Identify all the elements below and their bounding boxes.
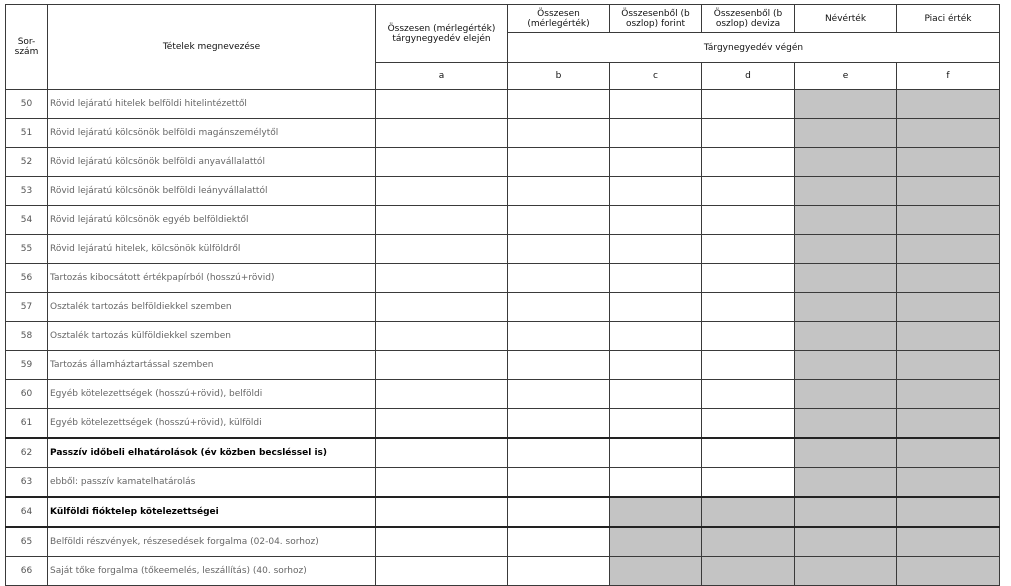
input-cell-a[interactable]: [376, 322, 508, 351]
input-cell-a[interactable]: [376, 380, 508, 409]
input-cell-c[interactable]: [610, 264, 702, 293]
table-row: [6, 235, 1000, 264]
input-cell-c[interactable]: [610, 206, 702, 235]
row-number: 58: [6, 322, 48, 351]
table-body: [6, 90, 1000, 586]
disabled-cell-d: [702, 527, 795, 557]
disabled-cell-e: [795, 293, 897, 322]
input-cell-b[interactable]: [508, 527, 610, 557]
input-cell-a[interactable]: [376, 438, 508, 468]
disabled-cell-f: [897, 497, 1000, 527]
disabled-cell-f: [897, 468, 1000, 498]
input-cell-a[interactable]: [376, 264, 508, 293]
input-cell-b[interactable]: [508, 409, 610, 439]
row-label: Rövid lejáratú hitelek belföldi hitelintézettől: [48, 90, 376, 119]
disabled-cell-e: [795, 497, 897, 527]
disabled-cell-e: [795, 438, 897, 468]
disabled-cell-f: [897, 119, 1000, 148]
table-row: [6, 148, 1000, 177]
header-col-d: Összesenből (b oszlop) deviza: [702, 5, 795, 33]
disabled-cell-c: [610, 497, 702, 527]
disabled-cell-f: [897, 235, 1000, 264]
row-number: 66: [6, 557, 48, 586]
row-label: Passzív időbeli elhatárolások (év közben becsléssel is): [48, 438, 376, 468]
row-label: Osztalék tartozás belföldiekkel szemben: [48, 293, 376, 322]
table-row: [6, 119, 1000, 148]
liabilities-table: [5, 4, 1000, 586]
input-cell-a[interactable]: [376, 206, 508, 235]
table-row: [6, 380, 1000, 409]
input-cell-b[interactable]: [508, 438, 610, 468]
table-row: [6, 293, 1000, 322]
row-label: Saját tőke forgalma (tőkeemelés, leszállítás) (40. sorhoz): [48, 557, 376, 586]
input-cell-b[interactable]: [508, 264, 610, 293]
disabled-cell-e: [795, 206, 897, 235]
disabled-cell-e: [795, 148, 897, 177]
disabled-cell-e: [795, 409, 897, 439]
disabled-cell-e: [795, 264, 897, 293]
table-row: [6, 438, 1000, 468]
row-label: Rövid lejáratú kölcsönök belföldi leányvállalattól: [48, 177, 376, 206]
disabled-cell-e: [795, 119, 897, 148]
disabled-cell-f: [897, 527, 1000, 557]
header-col-c: Összesenből (b oszlop) forint: [610, 5, 702, 33]
col-letter-c: c: [610, 63, 702, 90]
disabled-cell-e: [795, 351, 897, 380]
input-cell-c[interactable]: [610, 409, 702, 439]
table-row: [6, 322, 1000, 351]
header-col-b: Összesen (mérlegérték): [508, 5, 610, 33]
input-cell-d[interactable]: [702, 177, 795, 206]
header-col-a: Összesen (mérlegérték) tárgynegyedév elején: [376, 5, 508, 63]
input-cell-d[interactable]: [702, 148, 795, 177]
input-cell-b[interactable]: [508, 351, 610, 380]
row-label: Belföldi részvények, részesedések forgalma (02-04. sorhoz): [48, 527, 376, 557]
disabled-cell-f: [897, 438, 1000, 468]
disabled-cell-d: [702, 557, 795, 586]
col-letter-b: b: [508, 63, 610, 90]
input-cell-b[interactable]: [508, 119, 610, 148]
disabled-cell-f: [897, 557, 1000, 586]
disabled-cell-f: [897, 264, 1000, 293]
row-label: Osztalék tartozás külföldiekkel szemben: [48, 322, 376, 351]
row-number: 62: [6, 438, 48, 468]
input-cell-c[interactable]: [610, 177, 702, 206]
disabled-cell-e: [795, 90, 897, 119]
disabled-cell-e: [795, 322, 897, 351]
row-label: Egyéb kötelezettségek (hosszú+rövid), belföldi: [48, 380, 376, 409]
disabled-cell-e: [795, 380, 897, 409]
row-number: 63: [6, 468, 48, 498]
row-number: 61: [6, 409, 48, 439]
input-cell-d[interactable]: [702, 409, 795, 439]
input-cell-b[interactable]: [508, 293, 610, 322]
header-tetelek: Tételek megnevezése: [48, 5, 376, 90]
input-cell-c[interactable]: [610, 351, 702, 380]
input-cell-a[interactable]: [376, 527, 508, 557]
disabled-cell-e: [795, 557, 897, 586]
col-letter-a: a: [376, 63, 508, 90]
table-row: [6, 206, 1000, 235]
input-cell-a[interactable]: [376, 119, 508, 148]
input-cell-a[interactable]: [376, 148, 508, 177]
header-sorszam: Sor- szám: [6, 5, 48, 90]
input-cell-a[interactable]: [376, 468, 508, 498]
header-col-e: Névérték: [795, 5, 897, 33]
input-cell-b[interactable]: [508, 380, 610, 409]
input-cell-a[interactable]: [376, 557, 508, 586]
row-number: 56: [6, 264, 48, 293]
row-number: 53: [6, 177, 48, 206]
row-label: Rövid lejáratú hitelek, kölcsönök külföldről: [48, 235, 376, 264]
input-cell-d[interactable]: [702, 235, 795, 264]
input-cell-d[interactable]: [702, 322, 795, 351]
disabled-cell-f: [897, 90, 1000, 119]
input-cell-b[interactable]: [508, 206, 610, 235]
input-cell-d[interactable]: [702, 380, 795, 409]
row-number: 55: [6, 235, 48, 264]
input-cell-b[interactable]: [508, 235, 610, 264]
input-cell-a[interactable]: [376, 293, 508, 322]
disabled-cell-f: [897, 409, 1000, 439]
input-cell-c[interactable]: [610, 468, 702, 498]
input-cell-c[interactable]: [610, 438, 702, 468]
table-row: [6, 527, 1000, 557]
col-letter-d: d: [702, 63, 795, 90]
input-cell-c[interactable]: [610, 380, 702, 409]
row-number: 64: [6, 497, 48, 527]
row-label: ebből: passzív kamatelhatárolás: [48, 468, 376, 498]
input-cell-a[interactable]: [376, 235, 508, 264]
disabled-cell-c: [610, 527, 702, 557]
disabled-cell-f: [897, 380, 1000, 409]
table-row: [6, 557, 1000, 586]
row-label: Rövid lejáratú kölcsönök belföldi anyavállalattól: [48, 148, 376, 177]
disabled-cell-d: [702, 497, 795, 527]
row-label: Tartozás államháztartással szemben: [48, 351, 376, 380]
input-cell-d[interactable]: [702, 438, 795, 468]
input-cell-d[interactable]: [702, 206, 795, 235]
row-label: Tartozás kibocsátott értékpapírból (hosszú+rövid): [48, 264, 376, 293]
row-label: Külföldi fióktelep kötelezettségei: [48, 497, 376, 527]
input-cell-a[interactable]: [376, 351, 508, 380]
row-number: 57: [6, 293, 48, 322]
row-label: Rövid lejáratú kölcsönök egyéb belföldiektől: [48, 206, 376, 235]
row-number: 59: [6, 351, 48, 380]
disabled-cell-f: [897, 322, 1000, 351]
input-cell-b[interactable]: [508, 557, 610, 586]
input-cell-c[interactable]: [610, 90, 702, 119]
input-cell-d[interactable]: [702, 351, 795, 380]
table-row: [6, 177, 1000, 206]
input-cell-a[interactable]: [376, 90, 508, 119]
table-row: [6, 497, 1000, 527]
disabled-cell-f: [897, 351, 1000, 380]
disabled-cell-e: [795, 527, 897, 557]
input-cell-d[interactable]: [702, 264, 795, 293]
input-cell-c[interactable]: [610, 235, 702, 264]
table-row: [6, 264, 1000, 293]
input-cell-c[interactable]: [610, 148, 702, 177]
input-cell-b[interactable]: [508, 322, 610, 351]
row-number: 60: [6, 380, 48, 409]
input-cell-b[interactable]: [508, 468, 610, 498]
input-cell-b[interactable]: [508, 90, 610, 119]
disabled-cell-e: [795, 177, 897, 206]
table-row: [6, 351, 1000, 380]
col-letter-f: f: [897, 63, 1000, 90]
input-cell-a[interactable]: [376, 409, 508, 439]
header-col-f: Piaci érték: [897, 5, 1000, 33]
table-row: [6, 409, 1000, 439]
col-letter-e: e: [795, 63, 897, 90]
disabled-cell-c: [610, 557, 702, 586]
input-cell-c[interactable]: [610, 119, 702, 148]
disabled-cell-f: [897, 148, 1000, 177]
disabled-cell-e: [795, 468, 897, 498]
table-row: [6, 468, 1000, 498]
input-cell-a[interactable]: [376, 177, 508, 206]
disabled-cell-f: [897, 206, 1000, 235]
row-number: 54: [6, 206, 48, 235]
row-label: Rövid lejáratú kölcsönök belföldi magánszemélytől: [48, 119, 376, 148]
input-cell-c[interactable]: [610, 322, 702, 351]
row-number: 65: [6, 527, 48, 557]
disabled-cell-f: [897, 293, 1000, 322]
input-cell-d[interactable]: [702, 468, 795, 498]
header-group-end: Tárgynegyedév végén: [508, 33, 1000, 63]
input-cell-d[interactable]: [702, 293, 795, 322]
input-cell-b[interactable]: [508, 148, 610, 177]
table-row: [6, 90, 1000, 119]
input-cell-d[interactable]: [702, 90, 795, 119]
input-cell-b[interactable]: [508, 177, 610, 206]
row-label: Egyéb kötelezettségek (hosszú+rövid), külföldi: [48, 409, 376, 439]
input-cell-d[interactable]: [702, 119, 795, 148]
disabled-cell-f: [897, 177, 1000, 206]
row-number: 50: [6, 90, 48, 119]
disabled-cell-e: [795, 235, 897, 264]
row-number: 51: [6, 119, 48, 148]
row-number: 52: [6, 148, 48, 177]
input-cell-b[interactable]: [508, 497, 610, 527]
input-cell-a[interactable]: [376, 497, 508, 527]
input-cell-c[interactable]: [610, 293, 702, 322]
